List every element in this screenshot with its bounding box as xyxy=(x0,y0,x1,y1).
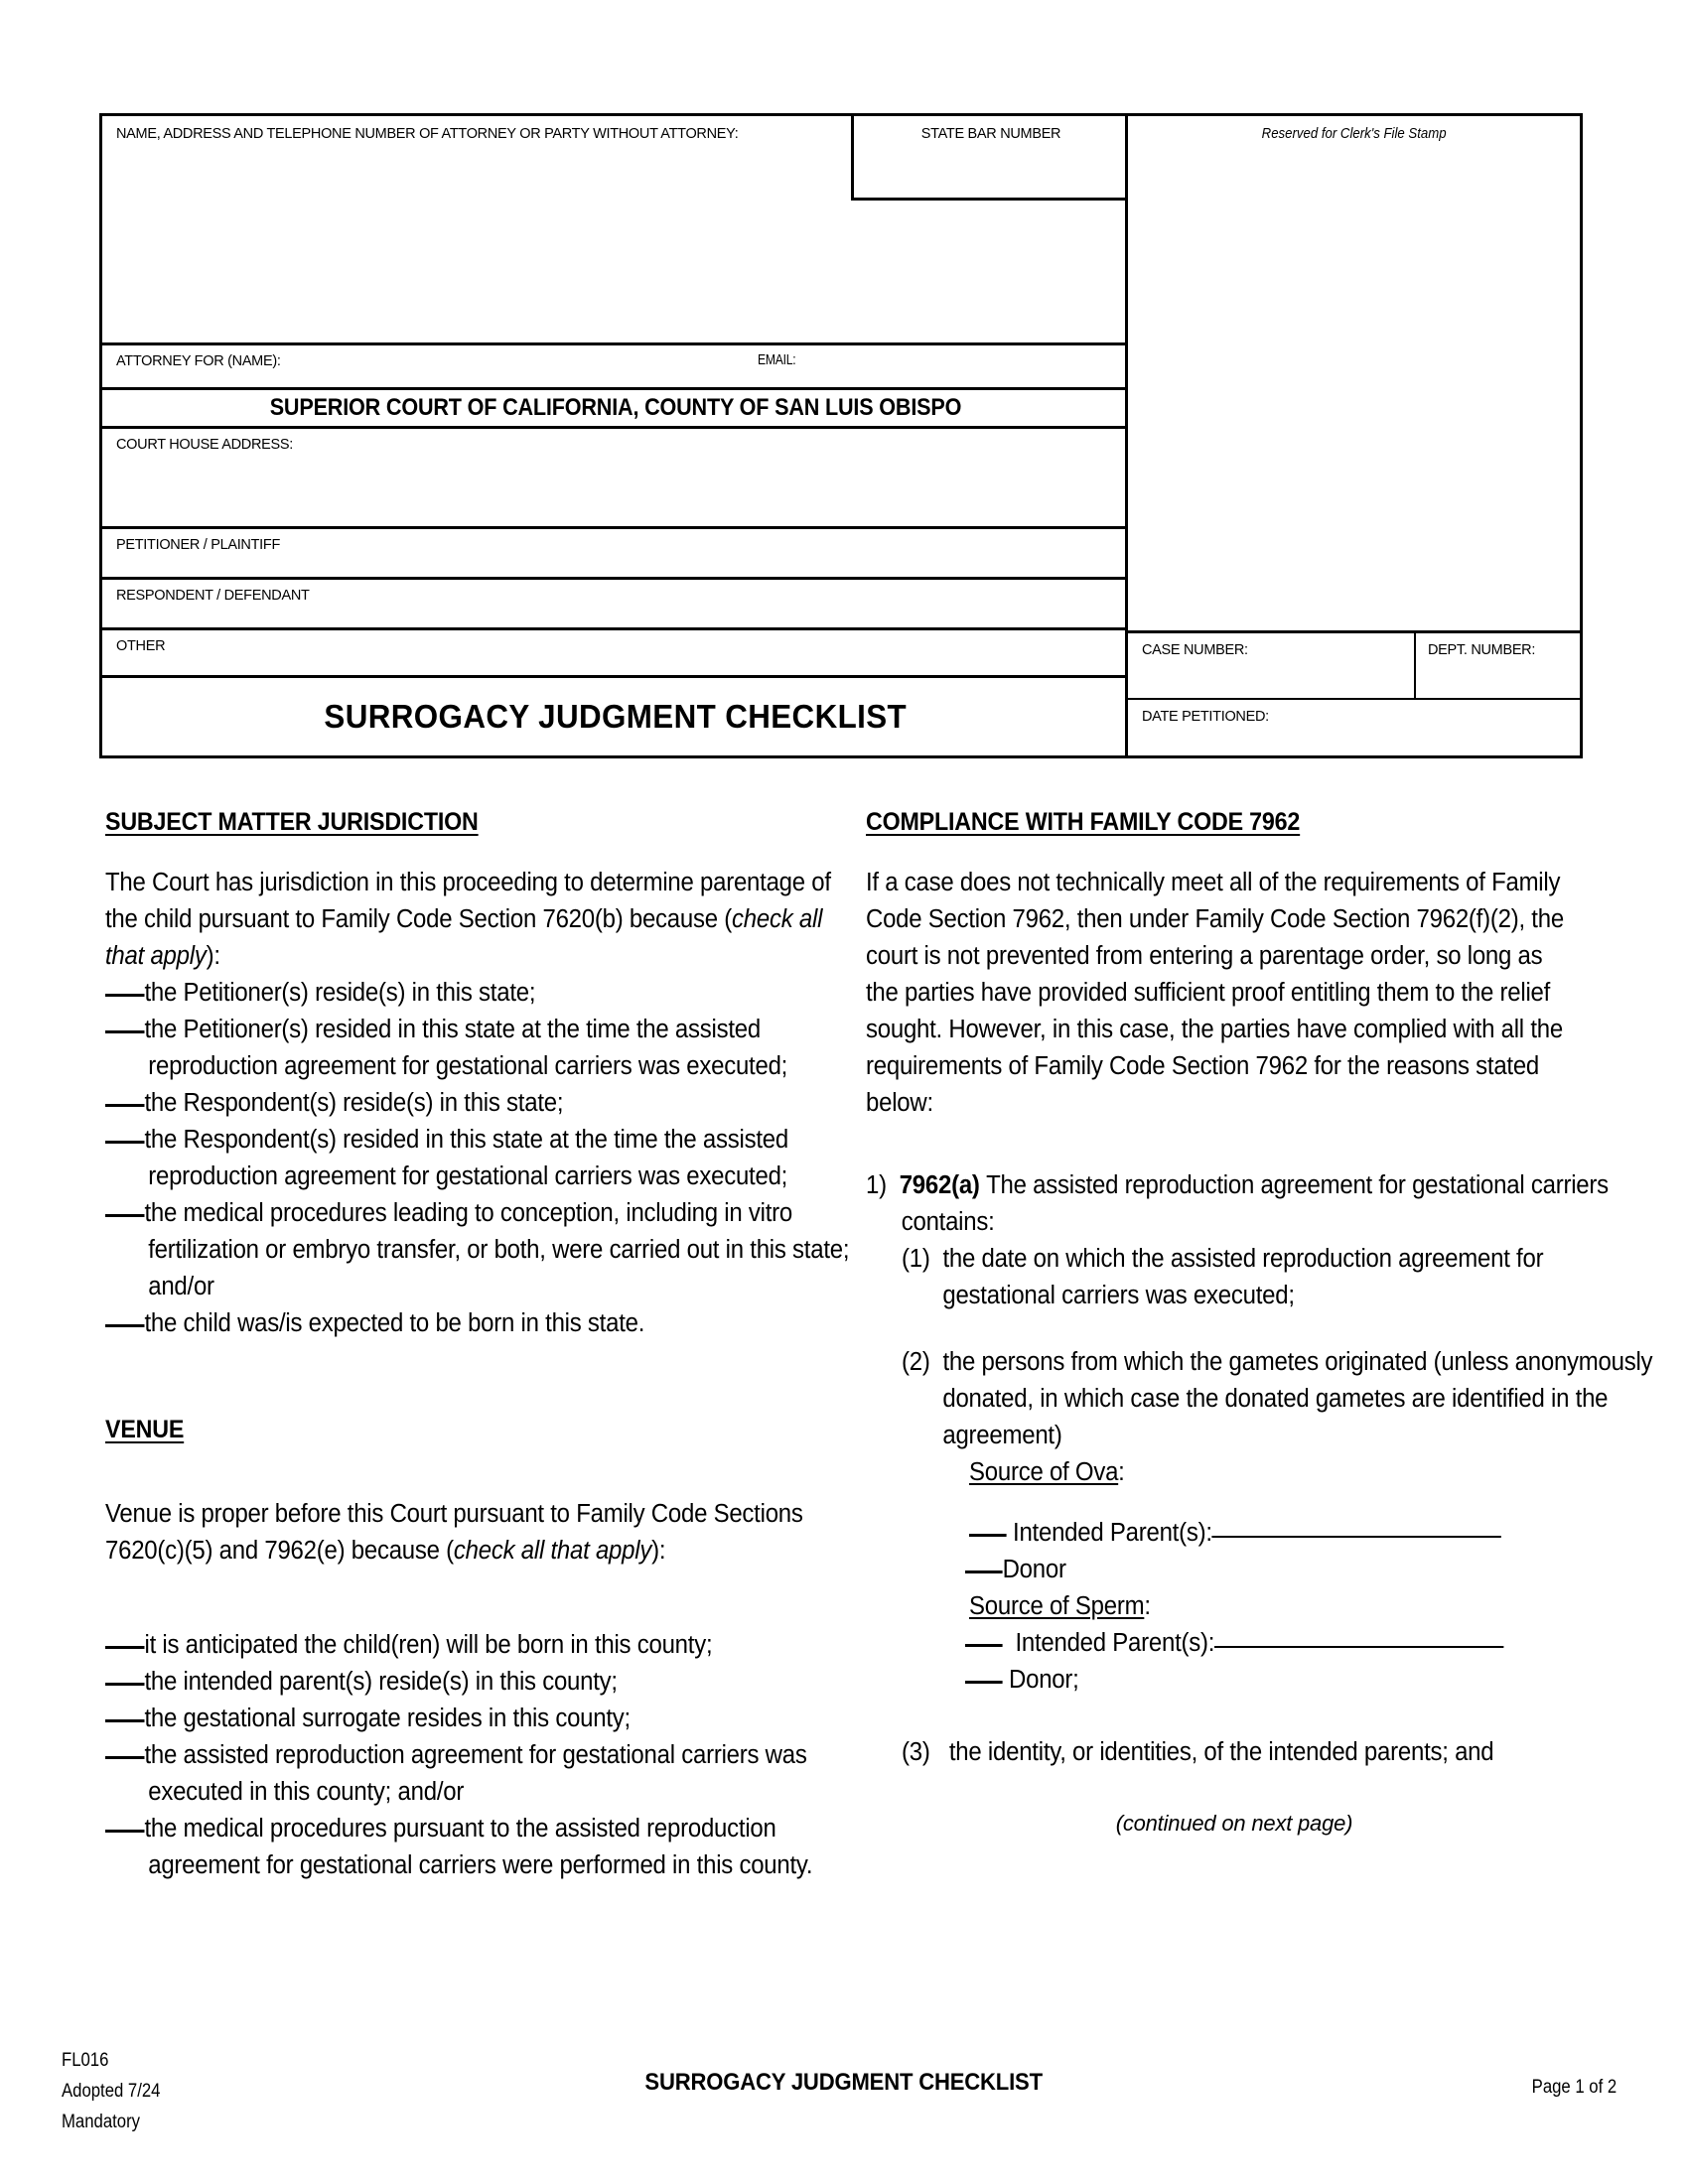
checklist-item-label: it is anticipated the child(ren) will be born in this county; xyxy=(144,1631,713,1659)
checklist-item[interactable] xyxy=(105,1664,883,1701)
item-1-number: 1) xyxy=(866,1171,887,1199)
ova-donor-row[interactable] xyxy=(965,1552,1679,1588)
venue-intro-part1: Venue is proper before this Court pursuant to Family Code Sections 7620(c)(5) and 7962(e) because ( xyxy=(105,1500,803,1565)
venue-intro-italic: check all that apply xyxy=(453,1537,652,1565)
courthouse-address-label: COURT HOUSE ADDRESS: xyxy=(116,437,293,453)
respondent-field[interactable] xyxy=(102,577,1128,627)
item-1-code-ref: 7962(a) xyxy=(899,1171,980,1199)
source-of-ova-heading-row xyxy=(969,1454,1683,1491)
date-petitioned-field[interactable] xyxy=(1128,698,1580,755)
checklist-item-label: the child was/is expected to be born in this state. xyxy=(144,1309,645,1337)
caption-box xyxy=(99,113,1583,758)
checkbox-blank-line[interactable] xyxy=(105,1756,144,1759)
page-footer xyxy=(0,2045,1688,2164)
caption-left-column xyxy=(102,116,1128,755)
venue-intro-part2: ): xyxy=(651,1537,666,1565)
checklist-item-label: the Petitioner(s) resided in this state at the time the assisted reproduction agreement for gestational carriers was executed; xyxy=(144,1016,788,1080)
footer-page-number: Page 1 of 2 xyxy=(1531,2077,1617,2098)
source-of-ova-colon: : xyxy=(1118,1458,1125,1486)
checkbox-blank-line[interactable] xyxy=(105,1141,144,1144)
checklist-item[interactable] xyxy=(105,1012,883,1085)
checkbox-blank-line[interactable] xyxy=(105,1830,144,1833)
venue-intro xyxy=(105,1496,839,1570)
jurisdiction-checklist xyxy=(105,975,850,1342)
jurisdiction-intro-part1: The Court has jurisdiction in this proceeding to determine parentage of the child pursuant to Family Code Section 7620(b) because ( xyxy=(105,869,831,933)
attorney-for-field[interactable] xyxy=(102,342,1128,387)
checklist-item[interactable] xyxy=(105,1305,883,1342)
attorney-name-label: NAME, ADDRESS AND TELEPHONE NUMBER OF ATTORNEY OR PARTY WITHOUT ATTORNEY: xyxy=(116,126,739,142)
compliance-subitem-1 xyxy=(902,1241,1657,1314)
checkbox-blank-line[interactable] xyxy=(105,1683,144,1686)
jurisdiction-intro-part2: ): xyxy=(206,942,220,970)
checklist-item-label: the assisted reproduction agreement for gestational carriers was executed in this county; and/or xyxy=(144,1741,807,1806)
venue-checklist xyxy=(105,1627,842,1884)
respondent-label: RESPONDENT / DEFENDANT xyxy=(116,588,310,604)
checklist-item[interactable] xyxy=(105,1195,883,1305)
state-bar-number-label: STATE BAR NUMBER xyxy=(920,126,1061,142)
sperm-donor-row[interactable] xyxy=(965,1662,1679,1699)
checkbox-blank-line[interactable] xyxy=(969,1534,1007,1537)
sperm-donor-label: Donor; xyxy=(1009,1666,1079,1694)
subject-matter-jurisdiction-heading: SUBJECT MATTER JURISDICTION xyxy=(105,808,479,836)
attorney-block xyxy=(102,116,1128,342)
footer-title-wrap xyxy=(0,2069,1688,2097)
subitem-1-text: the date on which the assisted reproduction agreement for gestational carriers was executed; xyxy=(942,1245,1544,1309)
checkbox-blank-line[interactable] xyxy=(965,1570,1003,1573)
footer-mandatory-label: Mandatory xyxy=(62,2112,141,2132)
item-1-text: The assisted reproduction agreement for gestational carriers contains: xyxy=(901,1171,1609,1236)
checklist-item-label: the Respondent(s) resided in this state at the time the assisted reproduction agreement for gestational carriers was executed; xyxy=(144,1126,788,1190)
caption-right-column xyxy=(1128,116,1580,755)
clerk-file-stamp-area xyxy=(1128,116,1580,630)
subitem-3-number: (3) xyxy=(902,1738,930,1766)
dept-number-field[interactable] xyxy=(1416,630,1580,698)
court-name: SUPERIOR COURT OF CALIFORNIA, COUNTY OF SAN LUIS OBISPO xyxy=(269,394,961,421)
attorney-name-field[interactable] xyxy=(102,116,851,342)
footer-title: SURROGACY JUDGMENT CHECKLIST xyxy=(644,2069,1044,2096)
attorney-for-label: ATTORNEY FOR (NAME): xyxy=(116,353,281,369)
ova-intended-parent-input[interactable] xyxy=(1212,1536,1501,1538)
source-of-ova-label: Source of Ova xyxy=(969,1458,1119,1486)
checklist-item-label: the gestational surrogate resides in this county; xyxy=(144,1705,631,1732)
checklist-item[interactable] xyxy=(105,1627,883,1664)
checkbox-blank-line[interactable] xyxy=(105,1719,144,1722)
other-field[interactable] xyxy=(102,627,1128,675)
checklist-item[interactable] xyxy=(105,1085,883,1122)
checklist-item[interactable] xyxy=(105,1122,883,1195)
checkbox-blank-line[interactable] xyxy=(105,1646,144,1649)
checklist-item[interactable] xyxy=(105,1737,883,1811)
checkbox-blank-line[interactable] xyxy=(105,1324,144,1327)
checklist-item[interactable] xyxy=(105,975,883,1012)
state-bar-number-field[interactable] xyxy=(851,116,1128,201)
checkbox-blank-line[interactable] xyxy=(965,1681,1003,1684)
sperm-intended-parent-row[interactable] xyxy=(965,1625,1679,1662)
ova-donor-label: Donor xyxy=(1002,1556,1066,1583)
right-column xyxy=(866,804,1653,1842)
subitem-3-text: the identity, or identities, of the intended parents; and xyxy=(948,1738,1494,1766)
other-label: OTHER xyxy=(116,638,166,654)
subitem-1-number: (1) xyxy=(902,1245,930,1273)
left-column xyxy=(105,804,850,1884)
checkbox-blank-line[interactable] xyxy=(105,994,144,997)
compliance-subitem-2 xyxy=(902,1344,1657,1454)
checkbox-blank-line[interactable] xyxy=(105,1214,144,1217)
form-title-row xyxy=(102,675,1128,755)
checkbox-blank-line[interactable] xyxy=(965,1644,1003,1647)
checklist-item[interactable] xyxy=(105,1811,883,1884)
case-number-field[interactable] xyxy=(1128,630,1416,698)
checklist-item-label: the intended parent(s) reside(s) in this county; xyxy=(144,1668,618,1696)
source-of-sperm-label: Source of Sperm xyxy=(969,1592,1145,1620)
petitioner-field[interactable] xyxy=(102,526,1128,577)
checklist-item-label: the Petitioner(s) reside(s) in this state; xyxy=(144,979,536,1007)
petitioner-label: PETITIONER / PLAINTIFF xyxy=(116,537,281,553)
compliance-intro: If a case does not technically meet all of the requirements of Family Code Section 7962, then under Family Code Section 7962(f)(2), the court is not prevented from entering a parentage order, so long as the parties have provided sufficient proof entitling them to the relief sought. However, in this case, the parties have complied with all the requirements of Family Code Section 7962 for the reasons stated below: xyxy=(866,869,1564,1117)
sperm-intended-parent-label: Intended Parent(s): xyxy=(1015,1629,1215,1657)
checklist-item-label: the Respondent(s) reside(s) in this state; xyxy=(144,1089,564,1117)
compliance-heading: COMPLIANCE WITH FAMILY CODE 7962 xyxy=(866,808,1301,836)
ova-intended-parent-row[interactable] xyxy=(969,1515,1683,1552)
continued-on-next-page-note: (continued on next page) xyxy=(1115,1811,1353,1836)
source-of-sperm-heading-row xyxy=(969,1588,1683,1625)
subitem-2-number: (2) xyxy=(902,1348,930,1376)
checkbox-blank-line[interactable] xyxy=(105,1104,144,1107)
page-title: SURROGACY JUDGMENT CHECKLIST xyxy=(324,698,907,735)
checklist-item[interactable] xyxy=(105,1701,883,1737)
ova-intended-parent-label: Intended Parent(s): xyxy=(1013,1519,1212,1547)
footer-adopted-date: Adopted 7/24 xyxy=(62,2081,161,2102)
compliance-subitem-3 xyxy=(902,1734,1657,1771)
checkbox-blank-line[interactable] xyxy=(105,1030,144,1033)
email-label: EMAIL: xyxy=(758,352,796,368)
source-of-sperm-colon: : xyxy=(1144,1592,1151,1620)
sperm-intended-parent-input[interactable] xyxy=(1214,1646,1503,1648)
footer-form-number: FL016 xyxy=(62,2050,109,2071)
date-petitioned-label: DATE PETITIONED: xyxy=(1142,709,1269,725)
compliance-item-1 xyxy=(866,1167,1616,1241)
checklist-item-label: the medical procedures leading to conception, including in vitro fertilization or embryo transfer, or both, were carried out in this state; and/or xyxy=(144,1199,850,1300)
jurisdiction-intro-italic: check all that apply xyxy=(105,905,823,970)
dept-number-label: DEPT. NUMBER: xyxy=(1428,642,1536,658)
case-number-label: CASE NUMBER: xyxy=(1142,642,1248,658)
court-name-row xyxy=(102,387,1128,429)
clerk-file-stamp-label: Reserved for Clerk's File Stamp xyxy=(1261,125,1447,142)
venue-heading: VENUE xyxy=(105,1416,185,1443)
checklist-item-label: the medical procedures pursuant to the assisted reproduction agreement for gestational carriers were performed in this county. xyxy=(144,1815,813,1879)
jurisdiction-intro xyxy=(105,865,839,975)
courthouse-address-field[interactable] xyxy=(102,429,1128,526)
subitem-2-text: the persons from which the gametes originated (unless anonymously donated, in which case the donated gametes are identified in the agreement) xyxy=(942,1348,1653,1449)
